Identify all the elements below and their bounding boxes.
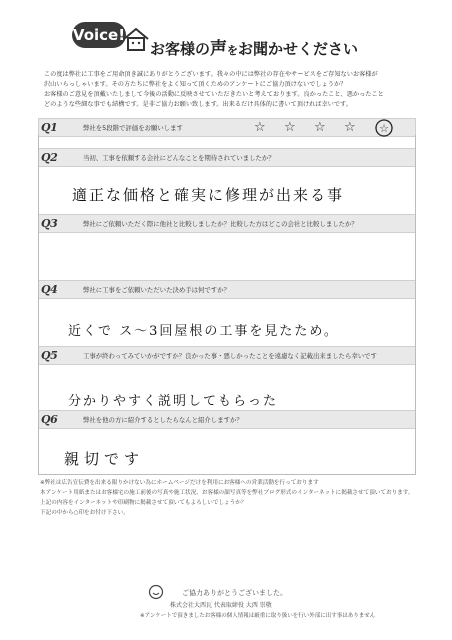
question-text: 弊社を5段階で評価をお願いします xyxy=(83,124,183,132)
footer-note-line: 下記の中から○印をお付け下さい。 xyxy=(40,510,129,516)
question-text: 当初、工事を依頼する会社にどんなことを期待されていましたか？ xyxy=(83,154,275,162)
answer-q2: 適正な価格と確実に修理が出来る事 xyxy=(72,186,345,204)
question-number: Q1 xyxy=(41,121,58,134)
answer-q4: 近くで ス〜3回屋根の工事を見たため。 xyxy=(68,324,339,339)
frame-right xyxy=(415,135,416,474)
intro-text xyxy=(44,70,412,110)
company-name: 株式会社大西瓦 代表取締役 大西 崇敬 xyxy=(170,602,272,609)
answer-q6: 親切です xyxy=(64,450,145,468)
question-text: 弊社に工事をご依頼いただいた決め手は何ですか？ xyxy=(83,286,230,294)
footer-note-line: 上記の内容をインターネットや印刷物に掲載させて頂いてもよろしいでしょうか？ xyxy=(40,500,247,506)
rating-star-icon: ☆ xyxy=(254,120,266,135)
question-text: 工事が終わってみていかがですか？良かった事・悪しかったことを遠慮なく記載出来ましたら幸いです xyxy=(83,352,377,360)
footer-note-line: ※弊社は広告宣伝費を出来る限りかけない為にホームページだけを利用にお客様への営業活動を行っております xyxy=(40,480,319,486)
footer-note-line: 本アンケート用紙またはお客様宅の施工前後の写真や施工状況、お客様の顔写真等を弊社ブログ形式のインターネットに掲載させて頂いております。 xyxy=(40,490,414,496)
divider xyxy=(38,474,416,475)
rating-star-icon: ☆ xyxy=(314,120,326,135)
intro-line: 沢山いらっしゃいます。その方たちに弊社をよく知って頂くためのアンケートにご協力頂けないでしょうか？ xyxy=(44,81,347,88)
house-icon xyxy=(122,26,150,52)
intro-line: どのような些細な事でも結構です。是非ご協力お願い致します。出来るだけ具体的に書いて頂ければ幸いです。 xyxy=(44,101,352,108)
question-bar-q4 xyxy=(38,280,416,299)
rating-star-circled-icon xyxy=(374,118,394,138)
question-number: Q4 xyxy=(41,283,58,296)
question-bar-q6 xyxy=(38,410,416,429)
intro-line: この度は弊社に工事をご用命頂き誠にありがとうございます。我々の中には弊社の存在やサービスをご存知ないお客様が xyxy=(44,71,378,78)
rating-star-icon: ☆ xyxy=(284,120,296,135)
question-number: Q6 xyxy=(41,413,58,426)
intro-line: お客様のご意見を頂戴いたしまして今後の活動に反映させていただきたいと考えております。良かったこと、悪かったこと xyxy=(44,91,384,98)
frame-left xyxy=(38,135,39,474)
smile-logo-icon xyxy=(148,584,164,600)
answer-q5: 分かりやすく説明してもらった xyxy=(68,394,279,409)
closing-message: ご協力ありがとうございました。 xyxy=(182,589,287,597)
page-title: お客様の声をお聞かせください xyxy=(150,39,359,59)
voice-badge: Voice! xyxy=(72,22,126,48)
question-number: Q2 xyxy=(41,151,58,164)
question-bar-q2 xyxy=(38,148,416,167)
privacy-disclaimer: ※アンケートで頂きましたお客様の個人情報は厳重に取り扱いを行い外部に出す事はありません xyxy=(140,613,376,619)
rating-star-icon: ☆ xyxy=(344,120,356,135)
question-bar-q1 xyxy=(38,118,416,137)
question-text: 弊社にご依頼いただく際に他社と比較しましたか？比較した方はどこの会社と比較しましたか？ xyxy=(83,220,358,228)
svg-text:☆: ☆ xyxy=(379,122,389,135)
question-bar-q3 xyxy=(38,214,416,233)
question-text: 弊社を他の方に紹介するとしたらなんと紹介しますか？ xyxy=(83,416,243,424)
footer-notes xyxy=(40,478,420,518)
question-bar-q5 xyxy=(38,346,416,365)
question-number: Q3 xyxy=(41,217,58,230)
question-number: Q5 xyxy=(41,349,58,362)
